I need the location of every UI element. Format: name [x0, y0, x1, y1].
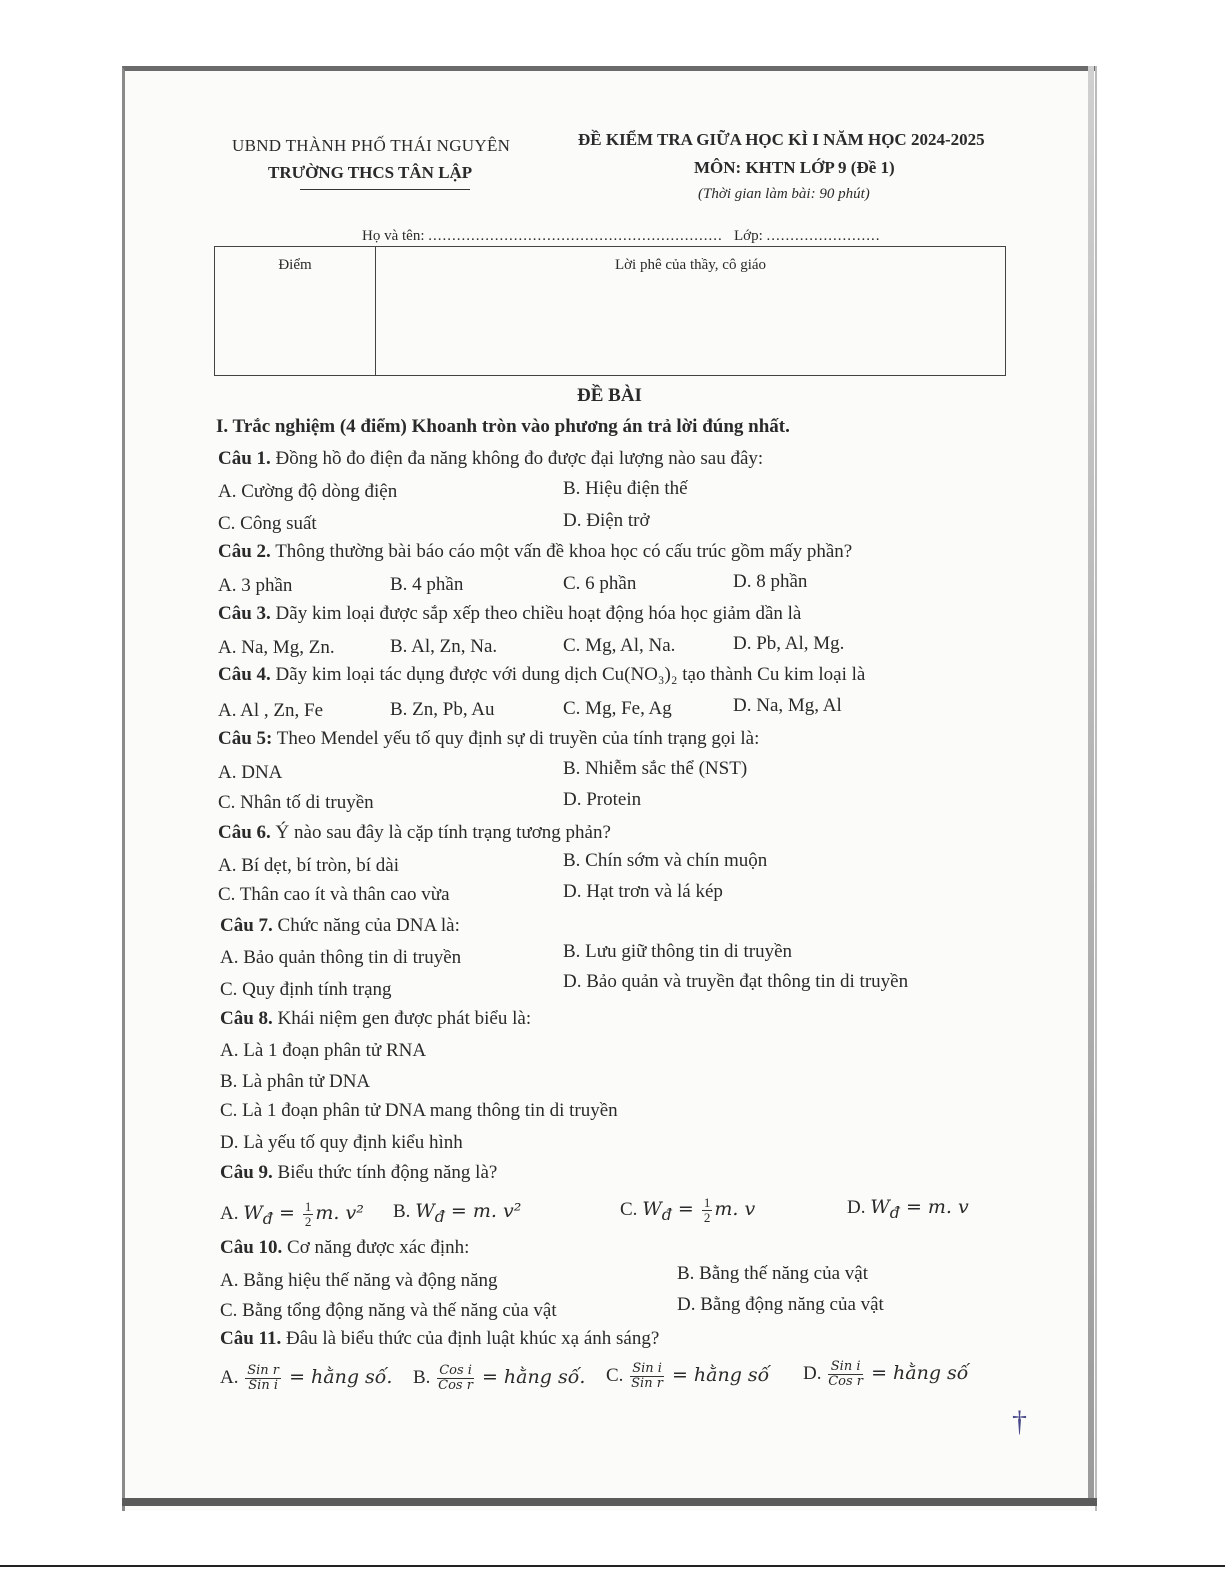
- score-cell[interactable]: [215, 247, 376, 376]
- question-2: Câu 2. Thông thường bài báo cáo một vấn đề khoa học có cấu trúc gồm mấy phần?: [218, 541, 853, 562]
- question-5: Câu 5: Theo Mendel yếu tố quy định sự di truyền của tính trạng gọi là:: [218, 728, 760, 749]
- class-label: Lớp:: [733, 228, 763, 244]
- q3-option-a[interactable]: A. Na, Mg, Zn.: [218, 637, 335, 658]
- name-label: Họ và tên:: [362, 228, 425, 244]
- q9-option-d[interactable]: D. $W_đ = m$. v: [847, 1196, 969, 1222]
- question-11: Câu 11. Đâu là biểu thức của định luật khúc xạ ánh sáng?: [220, 1328, 660, 1349]
- q6-option-d[interactable]: D. Hạt trơn và lá kép: [563, 881, 723, 902]
- score-label: Điểm: [278, 257, 312, 273]
- q1-option-c[interactable]: C. Công suất: [218, 513, 317, 534]
- exam-title: ĐỀ KIỂM TRA GIỮA HỌC KÌ I NĂM HỌC 2024-2025: [578, 130, 985, 149]
- q8-option-a[interactable]: A. Là 1 đoạn phân tử RNA: [220, 1040, 427, 1061]
- handwritten-mark: †: [1012, 1405, 1027, 1438]
- question-9: Câu 9. Biểu thức tính động năng là?: [220, 1162, 498, 1183]
- school-underline: [300, 189, 470, 190]
- q5-option-d[interactable]: D. Protein: [563, 789, 642, 810]
- question-1: Câu 1. Đồng hồ đo điện đa năng không đo được đại lượng nào sau đây:: [218, 448, 764, 469]
- q11-option-b[interactable]: B. $\frac{\text{Cos i}}{\text{Cos r}}$ = hằng số.: [413, 1363, 586, 1393]
- q3-option-d[interactable]: D. Pb, Al, Mg.: [733, 633, 845, 654]
- q5-option-b[interactable]: B. Nhiễm sắc thể (NST): [563, 758, 748, 779]
- name-field[interactable]: ..............................................................: [428, 228, 723, 244]
- q7-option-b[interactable]: B. Lưu giữ thông tin di truyền: [563, 941, 793, 962]
- q2-option-a[interactable]: A. 3 phần: [218, 575, 293, 596]
- q5-option-c[interactable]: C. Nhân tố di truyền: [218, 792, 374, 813]
- q7-option-d[interactable]: D. Bảo quản và truyền đạt thông tin di truyền: [563, 971, 909, 992]
- question-3: Câu 3. Dãy kim loại được sắp xếp theo chiều hoạt động hóa học giảm dần là: [218, 603, 802, 624]
- q8-option-d[interactable]: D. Là yếu tố quy định kiểu hình: [220, 1132, 463, 1153]
- q3-option-b[interactable]: B. Al, Zn, Na.: [390, 636, 498, 657]
- class-field[interactable]: ........................: [766, 228, 881, 244]
- q11-option-d[interactable]: D. $\frac{\text{Sin i}}{\text{Cos r}}$ = hằng số: [803, 1359, 969, 1389]
- q8-option-c[interactable]: C. Là 1 đoạn phân tử DNA mang thông tin di truyền: [220, 1100, 618, 1121]
- q7-option-c[interactable]: C. Quy định tính trạng: [220, 979, 392, 1000]
- q2-option-c[interactable]: C. 6 phần: [563, 573, 637, 594]
- q10-option-a[interactable]: A. Bằng hiệu thế năng và động năng: [220, 1270, 498, 1291]
- authority-name: UBND THÀNH PHỐ THÁI NGUYÊN: [232, 136, 511, 155]
- q11-option-c[interactable]: C. $\frac{\text{Sin i}}{\text{Sin r}}$ = hằng số: [606, 1361, 770, 1391]
- q1-option-a[interactable]: A. Cường độ dòng điện: [218, 481, 398, 502]
- q5-option-a[interactable]: A. DNA: [218, 762, 283, 783]
- q4-option-a[interactable]: A. Al , Zn, Fe: [218, 700, 324, 721]
- q2-option-d[interactable]: D. 8 phần: [733, 571, 808, 592]
- paper-edge-right: [1088, 66, 1094, 1506]
- student-info-row: [362, 228, 881, 245]
- question-4: Câu 4. Dãy kim loại tác dụng được với dung dịch Cu(NO₃)₂ tạo thành Cu kim loại là: [218, 664, 866, 685]
- q4-option-d[interactable]: D. Na, Mg, Al: [733, 695, 842, 716]
- question-8: Câu 8. Khái niệm gen được phát biểu là:: [220, 1008, 532, 1029]
- q10-option-d[interactable]: D. Bằng động năng của vật: [677, 1294, 884, 1315]
- q10-option-c[interactable]: C. Bằng tổng động năng và thế năng của vật: [220, 1300, 557, 1321]
- question-10: Câu 10. Cơ năng được xác định:: [220, 1237, 470, 1258]
- school-name: TRƯỜNG THCS TÂN LẬP: [268, 163, 473, 182]
- q7-option-a[interactable]: A. Bảo quản thông tin di truyền: [220, 947, 462, 968]
- q8-option-b[interactable]: B. Là phân tử DNA: [220, 1071, 371, 1092]
- q4-option-c[interactable]: C. Mg, Fe, Ag: [563, 698, 672, 719]
- q9-option-c[interactable]: C. $W_đ$ = $\frac{1}{2}$ m. v: [620, 1195, 756, 1225]
- section-title: ĐỀ BÀI: [577, 385, 642, 406]
- question-6: Câu 6. Ý nào sau đây là cặp tính trạng tương phản?: [218, 822, 611, 843]
- score-table: [214, 246, 1006, 376]
- q1-option-b[interactable]: B. Hiệu điện thế: [563, 478, 688, 499]
- q6-option-a[interactable]: A. Bí dẹt, bí tròn, bí dài: [218, 855, 400, 876]
- q1-option-d[interactable]: D. Điện trở: [563, 510, 650, 531]
- q9-option-a[interactable]: A. $W_đ$ = $\frac{1}{2}$ m. v²: [220, 1199, 364, 1229]
- q10-option-b[interactable]: B. Bằng thế năng của vật: [677, 1263, 869, 1284]
- q6-option-c[interactable]: C. Thân cao ít và thân cao vừa: [218, 884, 450, 905]
- section-heading-1: I. Trắc nghiệm (4 điểm) Khoanh tròn vào phương án trả lời đúng nhất.: [216, 416, 790, 437]
- exam-subject: MÔN: KHTN LỚP 9 (Đề 1): [694, 158, 895, 177]
- question-7: Câu 7. Chức năng của DNA là:: [220, 915, 460, 936]
- q3-option-c[interactable]: C. Mg, Al, Na.: [563, 635, 676, 656]
- bottom-border-line: [0, 1565, 1225, 1567]
- q2-option-b[interactable]: B. 4 phần: [390, 574, 464, 595]
- comment-cell[interactable]: [376, 247, 1006, 376]
- q11-option-a[interactable]: A. $\frac{\text{Sin r}}{\text{Sin i}}$ = hằng số.: [220, 1363, 393, 1393]
- q4-option-b[interactable]: B. Zn, Pb, Au: [390, 699, 495, 720]
- comment-label: Lời phê của thầy, cô giáo: [614, 257, 767, 273]
- paper-edge-bottom: [122, 1498, 1097, 1506]
- q9-option-b[interactable]: B. $W_đ = m$. v²: [393, 1200, 522, 1226]
- exam-duration: (Thời gian làm bài: 90 phút): [698, 186, 870, 202]
- q6-option-b[interactable]: B. Chín sớm và chín muộn: [563, 850, 768, 871]
